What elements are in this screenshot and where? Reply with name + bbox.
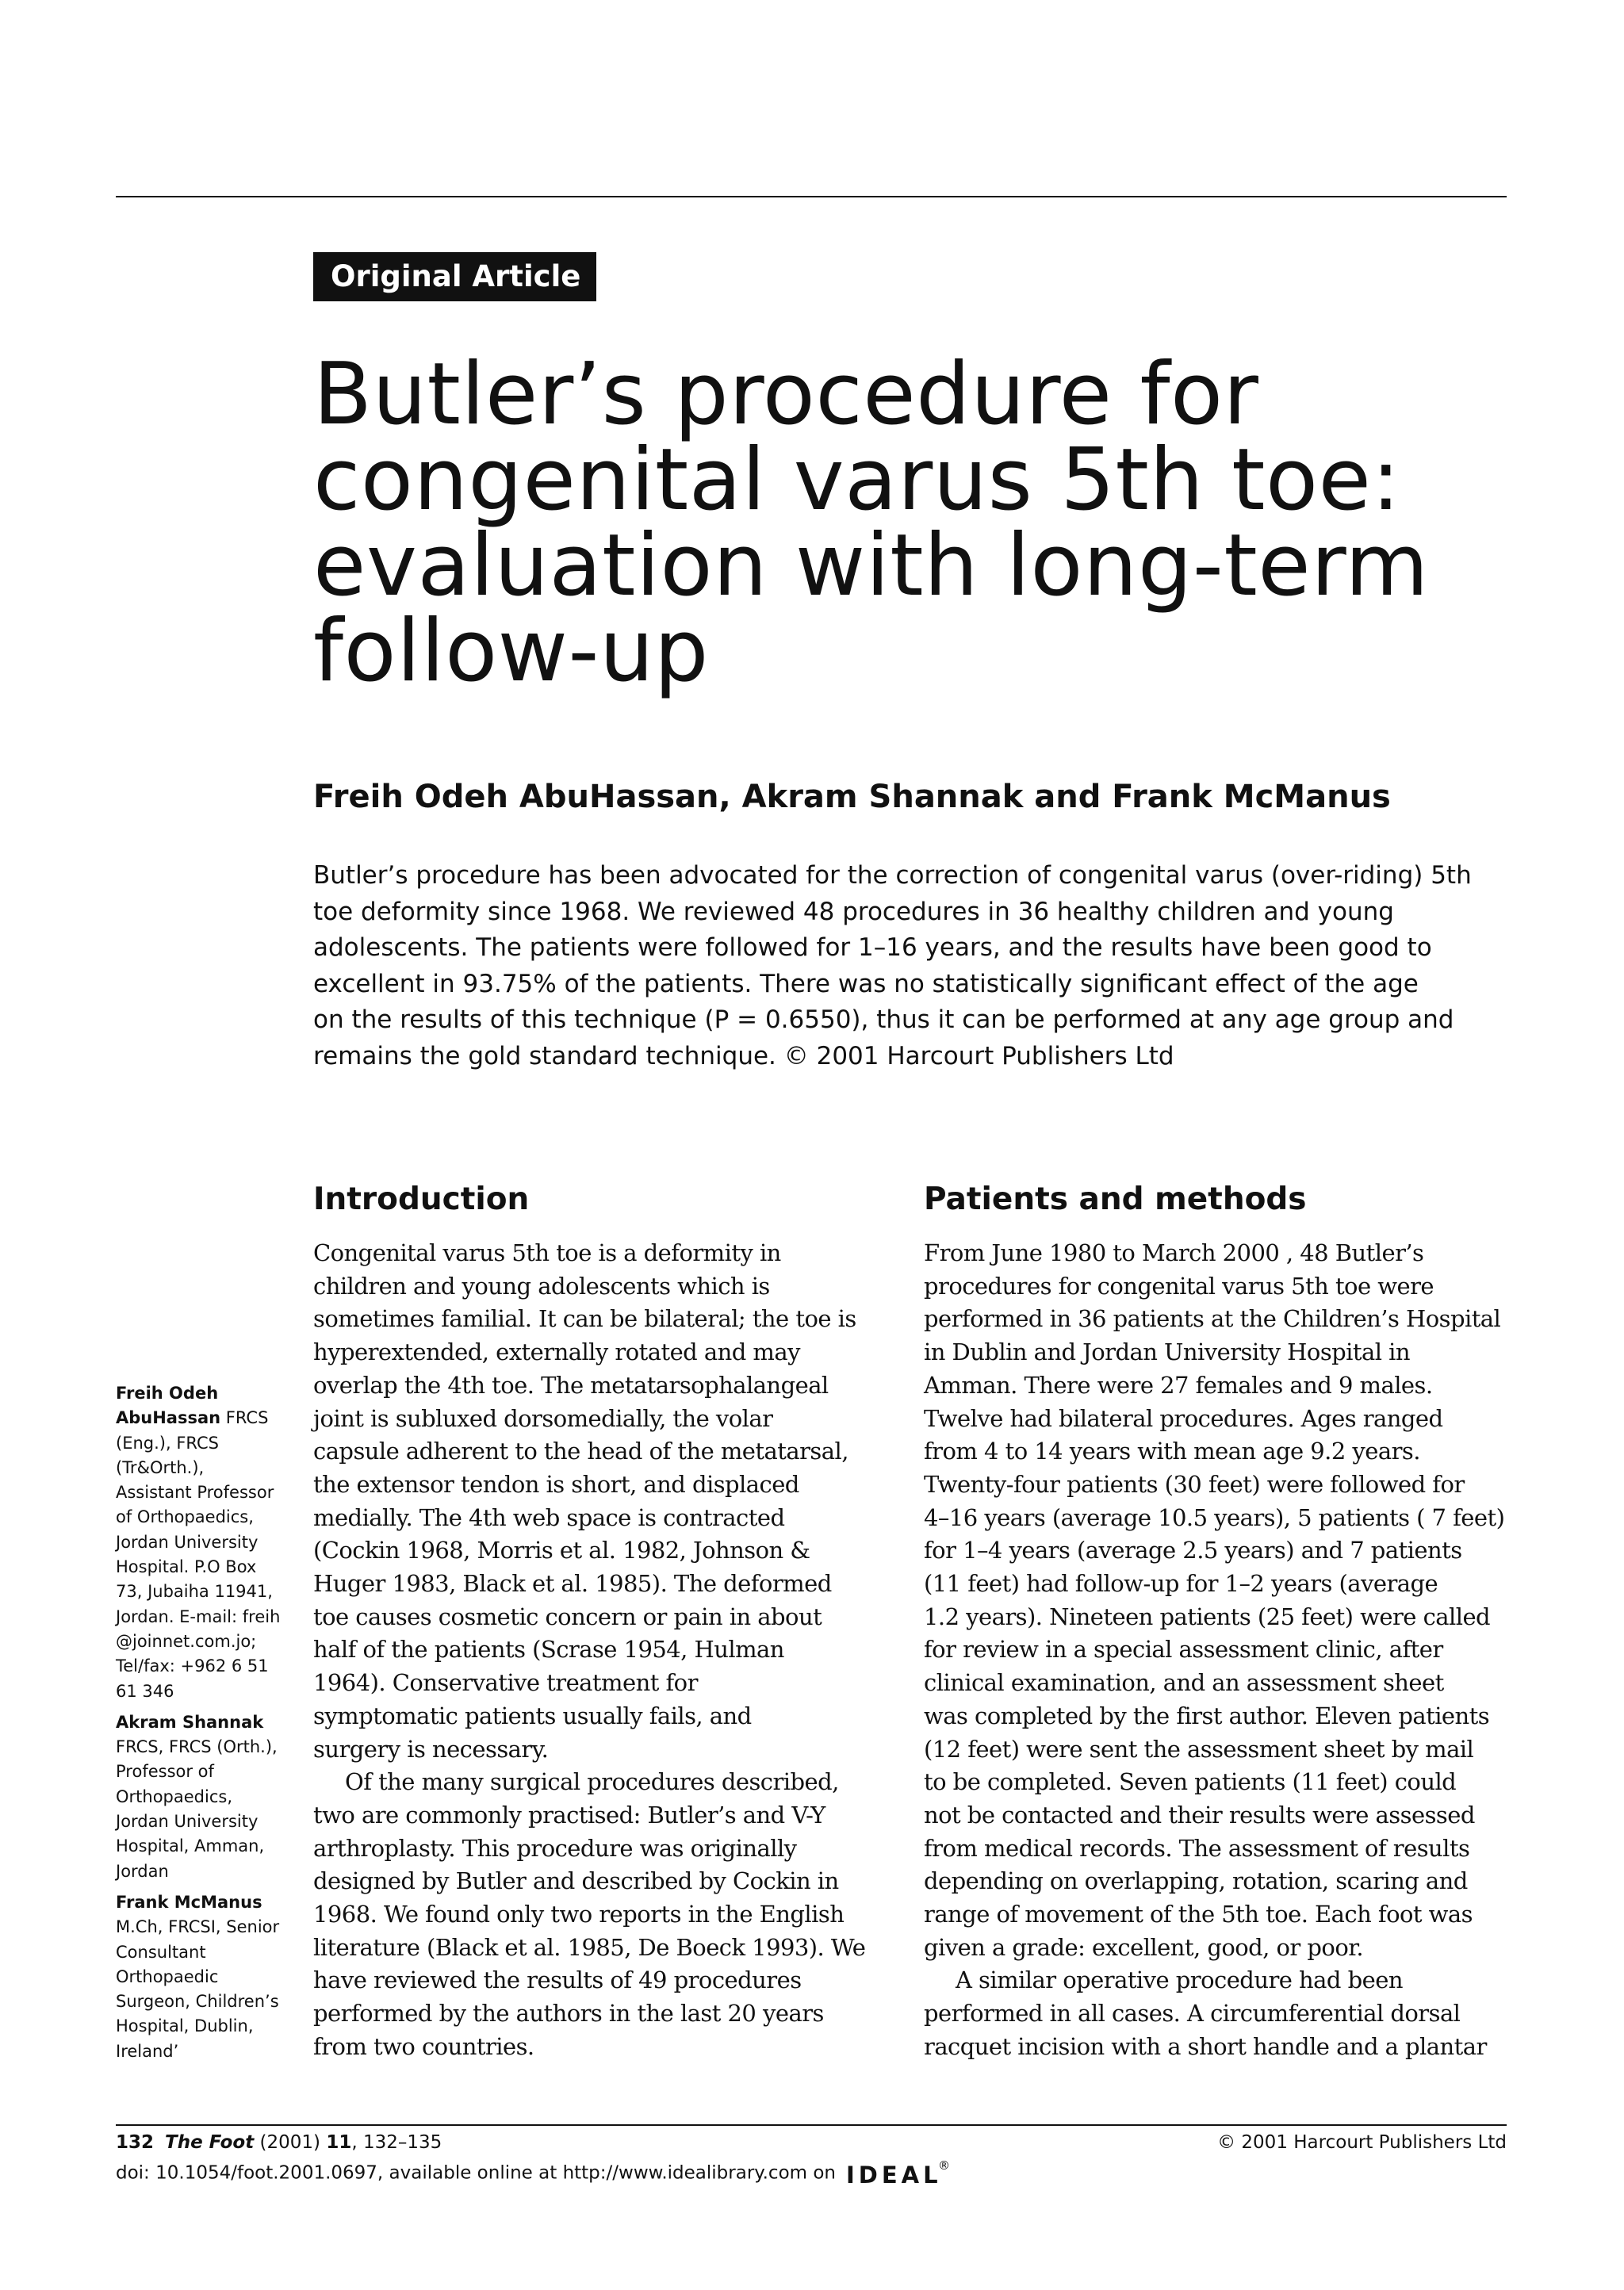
text-line: to be completed. Seven patients (11 feet) could bbox=[924, 1768, 1457, 1796]
abstract-line: adolescents. The patients were followed for 1–16 years, and the results have been good to bbox=[313, 933, 1432, 962]
text-line: not be contacted and their results were assessed bbox=[924, 1801, 1475, 1829]
abstract-line: Butler’s procedure has been advocated for the correction of congenital varus (over-riding) 5th bbox=[313, 861, 1472, 890]
top-rule bbox=[116, 196, 1507, 197]
affiliation-detail: Hospital, Amman, bbox=[116, 1836, 265, 1856]
text-line: performed in 36 patients at the Children’s Hospital bbox=[924, 1305, 1501, 1333]
text-line: surgery is necessary. bbox=[313, 1735, 549, 1763]
footer-rule bbox=[116, 2124, 1507, 2126]
section-heading: Patients and methods bbox=[924, 1181, 1307, 1217]
author-list: Freih Odeh AbuHassan, Akram Shannak and Frank McManus bbox=[313, 779, 1391, 815]
text-line: (12 feet) were sent the assessment sheet by mail bbox=[924, 1735, 1474, 1763]
footer-copyright: © 2001 Harcourt Publishers Ltd bbox=[1217, 2132, 1507, 2153]
abstract-line: remains the gold standard technique. © 2001 Harcourt Publishers Ltd bbox=[313, 1041, 1174, 1070]
affiliation-detail: Jordan University bbox=[116, 1532, 259, 1552]
article-title bbox=[313, 345, 1455, 701]
article-type-badge: Original Article bbox=[313, 252, 596, 301]
affiliation-name: AbuHassan bbox=[116, 1408, 221, 1428]
text-line: Of the many surgical procedures described, bbox=[345, 1768, 839, 1796]
section-heading: Introduction bbox=[313, 1181, 530, 1217]
affiliation-detail: Ireland’ bbox=[116, 2041, 179, 2061]
text-line: sometimes familial. It can be bilateral; the toe is bbox=[313, 1305, 856, 1333]
affiliation-detail: Assistant Professor bbox=[116, 1483, 274, 1503]
introduction-section bbox=[313, 1178, 896, 2064]
text-line: procedures for congenital varus 5th toe were bbox=[924, 1272, 1434, 1300]
abstract-line: toe deformity since 1968. We reviewed 48 procedures in 36 healthy children and young bbox=[313, 897, 1394, 926]
affiliation-detail: Surgeon, Children’s bbox=[116, 1992, 279, 2012]
text-line: clinical examination, and an assessment sheet bbox=[924, 1669, 1444, 1697]
journal-name: The Foot bbox=[165, 2132, 255, 2153]
text-line: 1968. We found only two reports in the English bbox=[313, 1901, 845, 1928]
affiliation-detail: FRCS bbox=[225, 1408, 269, 1428]
affiliation-detail: Tel/fax: +962 6 51 bbox=[116, 1656, 269, 1676]
text-line: Amman. There were 27 females and 9 males. bbox=[924, 1371, 1433, 1399]
title-line: Butler’s procedure for bbox=[313, 345, 1259, 444]
text-line: racquet incision with a short handle and a plantar bbox=[924, 2032, 1487, 2060]
affiliation-name: Akram Shannak bbox=[116, 1712, 264, 1732]
text-line: children and young adolescents which is bbox=[313, 1272, 770, 1300]
text-line: the extensor tendon is short, and displaced bbox=[313, 1470, 799, 1498]
affiliation-abuhassan bbox=[116, 1381, 282, 1704]
affiliation-detail: @joinnet.com.jo; bbox=[116, 1631, 257, 1651]
section-body bbox=[313, 1237, 896, 2064]
affiliation-detail: Orthopaedic bbox=[116, 1966, 219, 1986]
text-line: depending on overlapping, rotation, scaring and bbox=[924, 1867, 1468, 1895]
citation-line bbox=[116, 2130, 956, 2156]
journal-volume: 11 bbox=[326, 2132, 352, 2153]
affiliation-detail: 61 346 bbox=[116, 1681, 174, 1701]
text-line: (11 feet) had follow-up for 1–2 years (average bbox=[924, 1570, 1438, 1598]
affiliation-detail: M.Ch, FRCSI, Senior bbox=[116, 1917, 280, 1937]
text-line: from medical records. The assessment of results bbox=[924, 1834, 1470, 1862]
text-line: medially. The 4th web space is contracted bbox=[313, 1503, 785, 1531]
text-line: for review in a special assessment clinic, after bbox=[924, 1636, 1443, 1664]
ideal-logo bbox=[845, 2156, 956, 2191]
text-line: Twenty-four patients (30 feet) were followed for bbox=[924, 1470, 1465, 1498]
text-line: A similar operative procedure had been bbox=[956, 1966, 1403, 1994]
text-line: 4–16 years (average 10.5 years), 5 patients ( 7 feet) bbox=[924, 1503, 1505, 1531]
text-line: arthroplasty. This procedure was originally bbox=[313, 1834, 797, 1862]
abstract-line: on the results of this technique (P = 0.6550), thus it can be performed at any age group and bbox=[313, 1005, 1454, 1034]
text-line: two are commonly practised: Butler’s and V-Y bbox=[313, 1801, 825, 1829]
text-line: From June 1980 to March 2000 , 48 Butler’s bbox=[924, 1239, 1424, 1266]
doi-text: doi: 10.1054/foot.2001.0697, available online at http://www.idealibrary.com on bbox=[116, 2162, 837, 2184]
page-number: 132 bbox=[116, 2132, 155, 2153]
text-line: hyperextended, externally rotated and may bbox=[313, 1338, 800, 1366]
text-line: from two countries. bbox=[313, 2032, 534, 2060]
affiliation-detail: Jordan bbox=[116, 1861, 169, 1881]
title-line: congenital varus 5th toe: bbox=[313, 431, 1401, 530]
text-line: Congenital varus 5th toe is a deformity in bbox=[313, 1239, 781, 1266]
affiliation-detail: Orthopaedics, bbox=[116, 1786, 232, 1806]
text-line: designed by Butler and described by Cockin in bbox=[313, 1867, 839, 1895]
affiliation-detail: FRCS, FRCS (Orth.), bbox=[116, 1737, 278, 1757]
affiliation-detail: (Eng.), FRCS bbox=[116, 1433, 219, 1453]
text-line: Huger 1983, Black et al. 1985). The deformed bbox=[313, 1570, 832, 1598]
abstract-line: excellent in 93.75% of the patients. There was no statistically significant effect of the age bbox=[313, 969, 1419, 998]
text-line: literature (Black et al. 1985, De Boeck 1993). We bbox=[313, 1933, 866, 1961]
affiliation-detail: Jordan University bbox=[116, 1812, 259, 1832]
text-line: 1964). Conservative treatment for bbox=[313, 1669, 698, 1697]
title-line: evaluation with long-term bbox=[313, 516, 1429, 615]
affiliation-detail: 73, Jubaiha 11941, bbox=[116, 1582, 273, 1602]
affiliation-name: Freih Odeh bbox=[116, 1384, 219, 1403]
text-line: joint is subluxed dorsomedially, the volar bbox=[313, 1404, 773, 1432]
affiliation-shannak bbox=[116, 1710, 282, 1884]
text-line: 1.2 years). Nineteen patients (25 feet) were called bbox=[924, 1603, 1491, 1630]
affiliation-name: Frank McManus bbox=[116, 1892, 262, 1912]
text-line: performed by the authors in the last 20 years bbox=[313, 2000, 824, 2028]
text-line: symptomatic patients usually fails, and bbox=[313, 1702, 752, 1729]
author-affiliations bbox=[116, 1381, 282, 2064]
affiliation-detail: Jordan. E-mail: freih bbox=[116, 1606, 281, 1626]
affiliation-detail: Professor of bbox=[116, 1762, 214, 1782]
text-line: overlap the 4th toe. The metatarsophalangeal bbox=[313, 1371, 829, 1399]
svg-text:IDEAL: IDEAL bbox=[846, 2162, 942, 2189]
journal-pages: , 132–135 bbox=[351, 2132, 442, 2153]
doi-line bbox=[116, 2156, 956, 2191]
title-line: follow-up bbox=[313, 602, 709, 701]
text-line: range of movement of the 5th toe. Each foot was bbox=[924, 1901, 1473, 1928]
text-line: from 4 to 14 years with mean age 9.2 years. bbox=[924, 1438, 1420, 1465]
abstract bbox=[313, 858, 1503, 1074]
affiliation-detail: (Tr&Orth.), bbox=[116, 1457, 205, 1477]
text-line: performed in all cases. A circumferential dorsal bbox=[924, 2000, 1461, 2028]
text-line: was completed by the first author. Eleven patients bbox=[924, 1702, 1490, 1729]
section-body bbox=[924, 1237, 1507, 2064]
footer-citation bbox=[116, 2130, 956, 2191]
text-line: Twelve had bilateral procedures. Ages ranged bbox=[924, 1404, 1443, 1432]
text-line: in Dublin and Jordan University Hospital in bbox=[924, 1338, 1410, 1366]
text-line: for 1–4 years (average 2.5 years) and 7 patients bbox=[924, 1537, 1462, 1564]
text-line: given a grade: excellent, good, or poor. bbox=[924, 1933, 1364, 1961]
text-line: toe causes cosmetic concern or pain in about bbox=[313, 1603, 822, 1630]
patients-methods-section bbox=[924, 1178, 1507, 2064]
affiliation-mcmanus bbox=[116, 1890, 282, 2064]
journal-year: (2001) bbox=[259, 2132, 321, 2153]
text-line: have reviewed the results of 49 procedures bbox=[313, 1966, 802, 1994]
svg-text:®: ® bbox=[938, 2158, 951, 2173]
affiliation-name-line bbox=[116, 1406, 282, 1430]
text-line: capsule adherent to the head of the metatarsal, bbox=[313, 1438, 848, 1465]
affiliation-detail: of Orthopaedics, bbox=[116, 1507, 254, 1527]
affiliation-detail: Hospital, Dublin, bbox=[116, 2016, 254, 2036]
affiliation-detail: Consultant bbox=[116, 1942, 206, 1962]
text-line: (Cockin 1968, Morris et al. 1982, Johnson & bbox=[313, 1537, 810, 1564]
affiliation-detail: Hospital. P.O Box bbox=[116, 1557, 257, 1577]
text-line: half of the patients (Scrase 1954, Hulman bbox=[313, 1636, 784, 1664]
